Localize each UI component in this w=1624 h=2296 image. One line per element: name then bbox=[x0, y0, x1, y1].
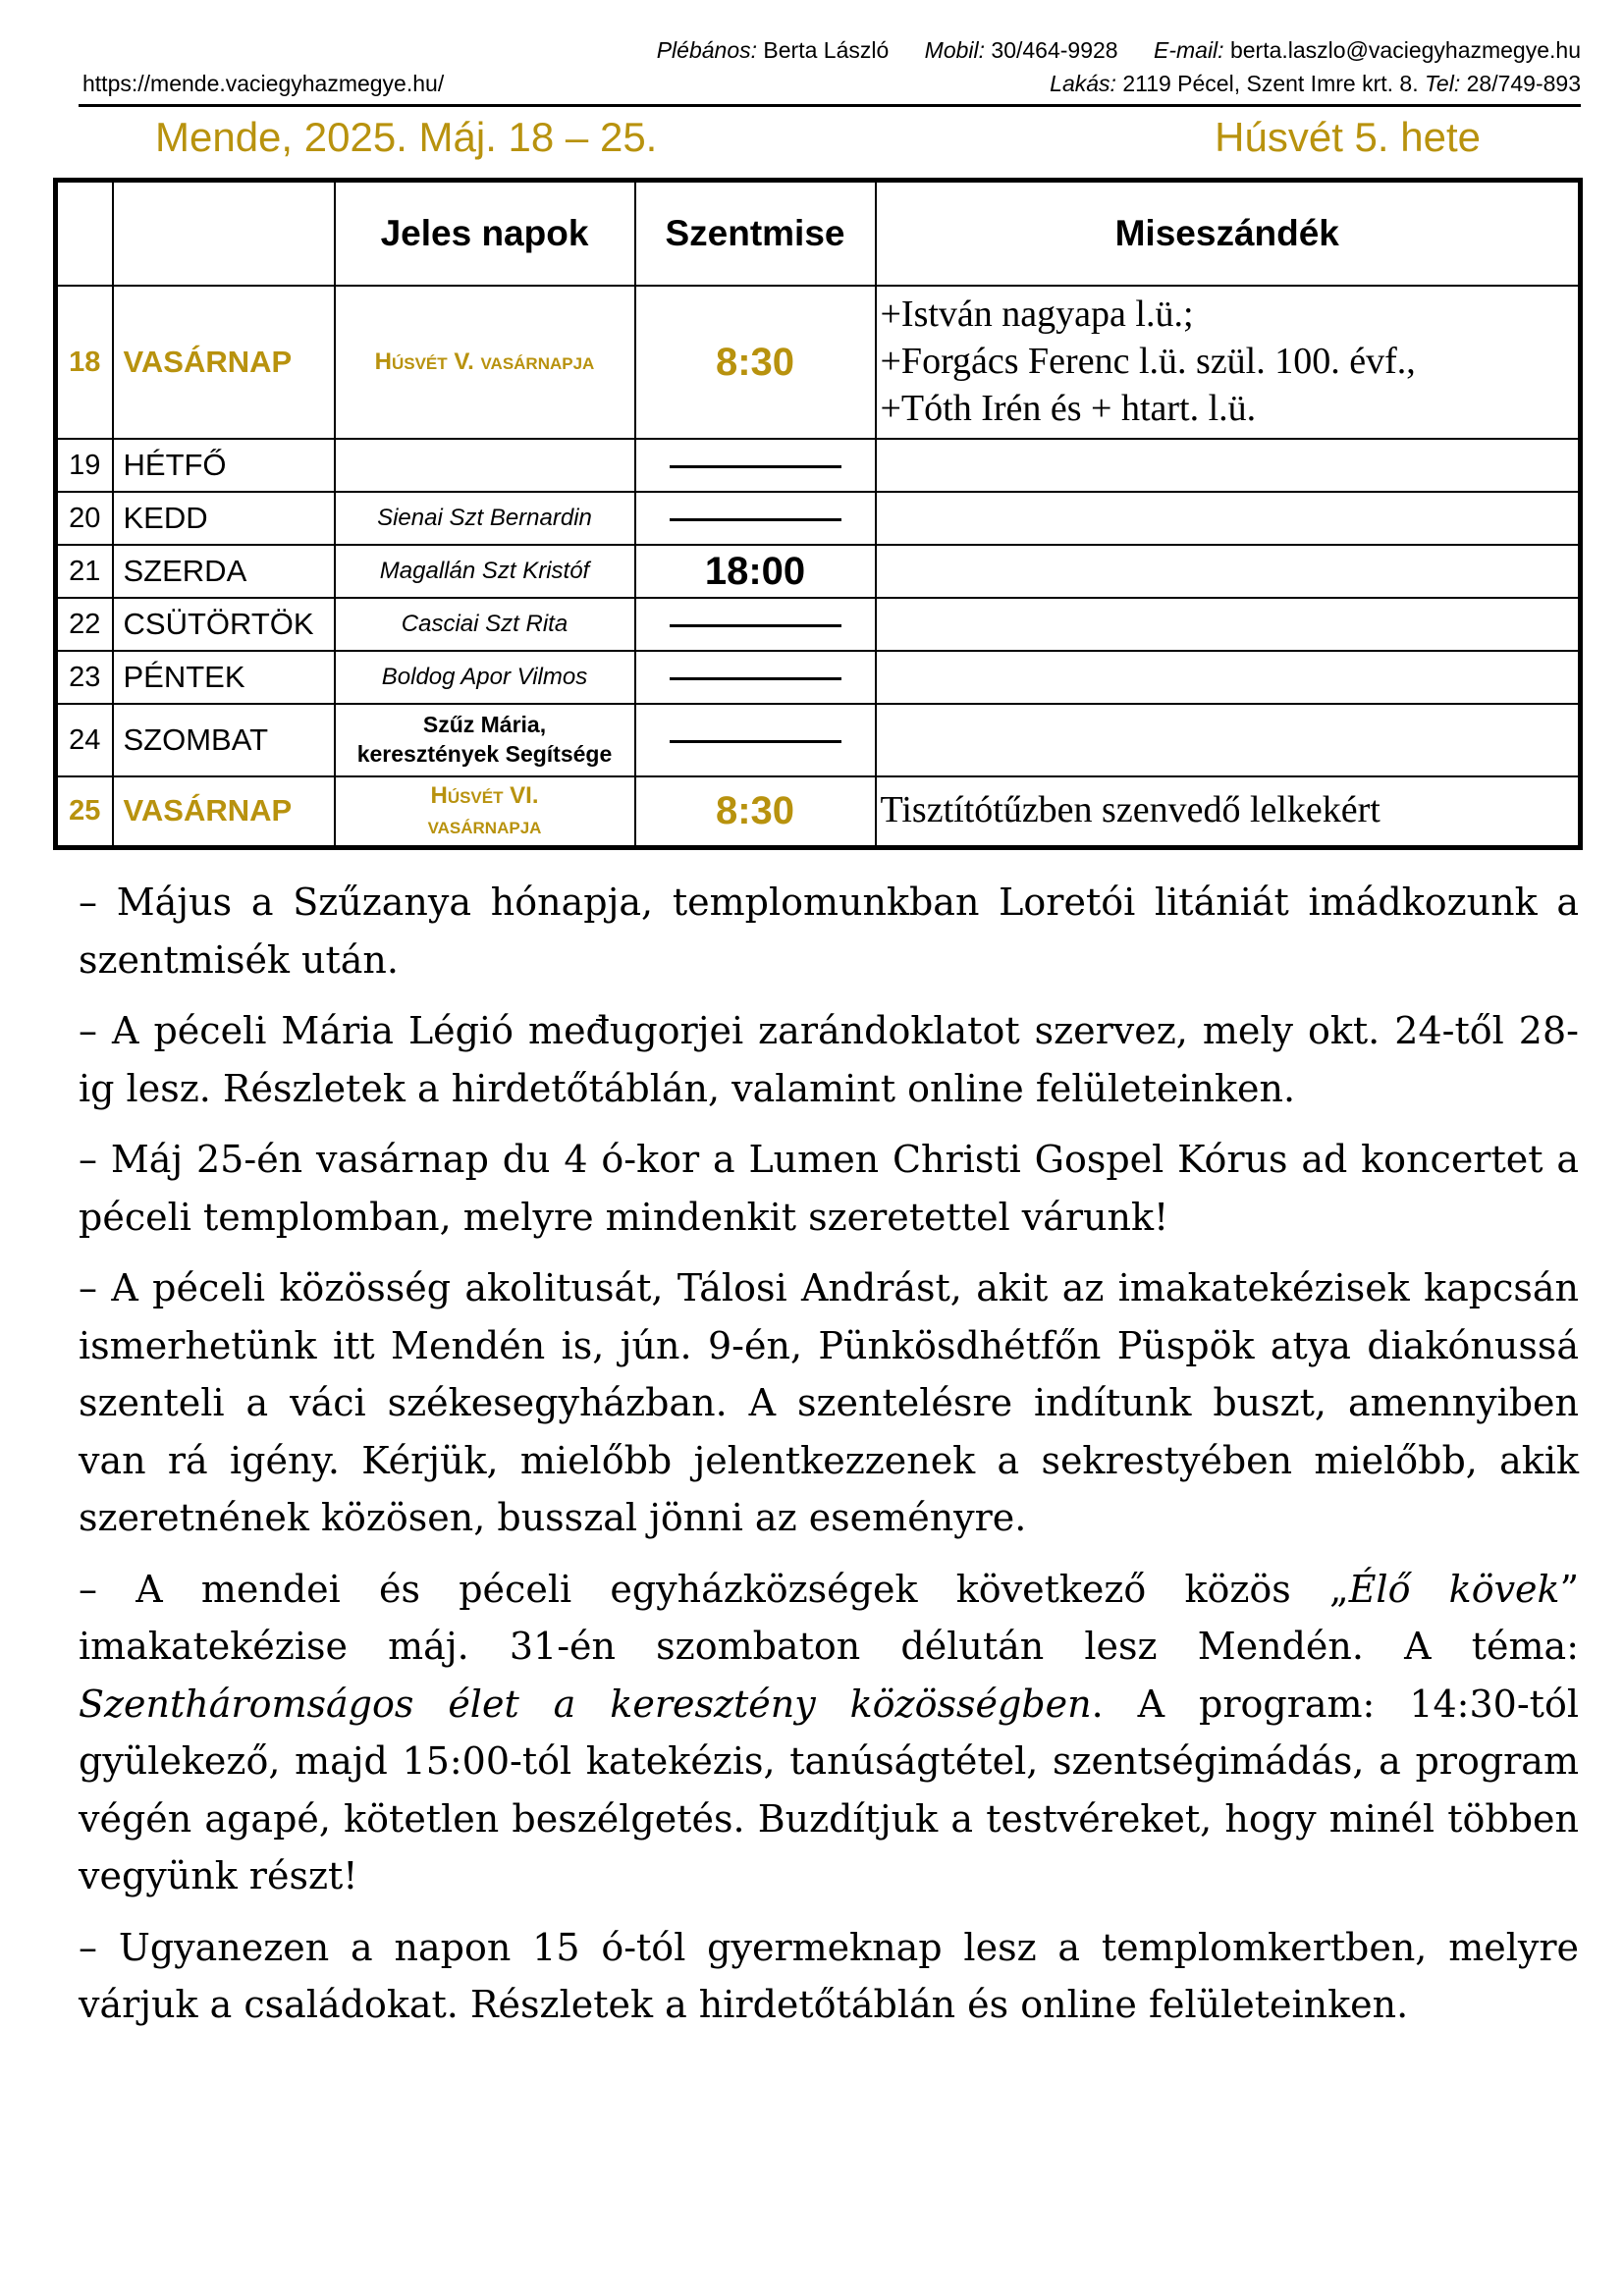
day-number: 20 bbox=[56, 492, 113, 545]
announcement-paragraph: – Máj 25-én vasárnap du 4 ó-kor a Lumen Christi Gospel Kórus ad koncertet a péceli templomban, melyre mindenkit szeretettel várunk! bbox=[79, 1138, 1579, 1239]
feast-line: Szűz Mária, bbox=[422, 712, 547, 738]
header-intention: Miseszándék bbox=[876, 181, 1581, 287]
feast-line: vasárnapja bbox=[427, 813, 542, 840]
dash-line bbox=[670, 740, 841, 743]
mass-intention bbox=[876, 776, 1581, 847]
event-theme: Szentháromságos élet a keresztény közösségben bbox=[79, 1682, 1092, 1726]
liturgical-week: Húsvét 5. hete bbox=[1215, 114, 1481, 160]
day-name: SZOMBAT bbox=[113, 704, 335, 776]
table-row bbox=[56, 598, 1581, 651]
day-number: 21 bbox=[56, 545, 113, 598]
table-row bbox=[56, 286, 1581, 439]
table-row bbox=[56, 704, 1581, 776]
intention-line: Tisztítótűzben szenvedő lelkekért bbox=[880, 789, 1380, 831]
table-row bbox=[56, 492, 1581, 545]
announcement-paragraph: – Május a Szűzanya hónapja, templomunkban Loretói litániát imádkozunk a szentmisék után. bbox=[79, 881, 1579, 982]
mass-intention bbox=[876, 704, 1581, 776]
day-name: VASÁRNAP bbox=[113, 286, 335, 439]
home-address bbox=[1050, 71, 1581, 97]
header-feast: Jeles napok bbox=[335, 181, 635, 287]
day-number: 25 bbox=[56, 776, 113, 847]
table-row bbox=[56, 439, 1581, 492]
website-link[interactable]: https://mende.vaciegyhazmegye.hu/ bbox=[82, 71, 445, 96]
event-title: Élő kövek bbox=[1348, 1567, 1560, 1611]
announcement-text: ” imakatekézise máj. 31-én szombaton délután lesz Mendén. A téma: bbox=[79, 1567, 1579, 1668]
phone-number: 28/749-893 bbox=[1466, 71, 1581, 96]
dash-line bbox=[670, 624, 841, 627]
intention-line: +Tóth Irén és + htart. l.ü. bbox=[880, 387, 1257, 429]
email-link[interactable]: berta.laszlo@vaciegyhazmegye.hu bbox=[1229, 37, 1581, 63]
mass-intention bbox=[876, 545, 1581, 598]
day-number: 23 bbox=[56, 651, 113, 704]
feast-line: Húsvét VI. bbox=[430, 782, 539, 810]
date-range: Mende, 2025. Máj. 18 – 25. bbox=[155, 114, 658, 160]
header-num bbox=[56, 181, 113, 287]
table-row bbox=[56, 776, 1581, 847]
feast-day: Casciai Szt Rita bbox=[335, 598, 635, 651]
day-number: 19 bbox=[56, 439, 113, 492]
feast-day: Magallán Szt Kristóf bbox=[335, 545, 635, 598]
mass-intention bbox=[876, 286, 1581, 439]
day-number: 24 bbox=[56, 704, 113, 776]
no-mass-dash bbox=[635, 651, 876, 704]
announcement-paragraph bbox=[79, 1561, 1579, 1905]
intention-line: +Forgács Ferenc l.ü. szül. 100. évf., bbox=[880, 341, 1416, 383]
feast-line: keresztények Segítsége bbox=[356, 741, 613, 767]
mass-intention bbox=[876, 598, 1581, 651]
announcement-paragraph: – A péceli Mária Légió međugorjei zarándoklatot szervez, mely okt. 24-től 28-ig lesz. Részletek a hirdetőtáblán, valamint online felületeinken. bbox=[79, 1009, 1579, 1110]
dash-line bbox=[670, 677, 841, 680]
feast-day bbox=[335, 439, 635, 492]
phone-label: Tel: bbox=[1424, 71, 1461, 96]
feast-day bbox=[335, 776, 635, 847]
mass-time: 8:30 bbox=[635, 286, 876, 439]
announcement-text: – A mendei és péceli egyházközségek következő közös „ bbox=[79, 1567, 1349, 1611]
no-mass-dash bbox=[635, 439, 876, 492]
announcement-paragraph: – A péceli közösség akolitusát, Tálosi Andrást, akit az imakatekézisek kapcsán ismerhetünk itt Mendén is, jún. 9-én, Pünkösdhétfőn Püspök atya diakónussá szenteli a váci székesegyházban. A szentelésre indítunk buszt, amennyiben van rá igény. Kérjük, mielőbb jelentkezzenek a sekrestyében mielőbb, akik szeretnének közösen, busszal jönni az eseményre. bbox=[79, 1266, 1579, 1539]
feast-day: Húsvét V. vasárnapja bbox=[335, 286, 635, 439]
announcement-paragraph: – Ugyanezen a napon 15 ó-tól gyermeknap lesz a templomkertben, melyre várjuk a családokat. Részletek a hirdetőtáblán és online felületeinken. bbox=[79, 1925, 1579, 2026]
day-name: VASÁRNAP bbox=[113, 776, 335, 847]
table-row bbox=[56, 545, 1581, 598]
pastor-label: Plébános: bbox=[656, 37, 758, 63]
announcement-text: . A program: 14:30-tól gyülekező, majd 15:00-tól katekézis, tanúságtétel, szentségimádás, a program végén agapé, kötetlen beszélgetés. Buzdítjuk a testvéreket, hogy minél többen vegyünk részt! bbox=[79, 1682, 1579, 1897]
feast-day bbox=[335, 704, 635, 776]
contact-line bbox=[0, 37, 1581, 64]
mobile-number: 30/464-9928 bbox=[991, 37, 1118, 63]
address-line bbox=[79, 71, 1581, 107]
table-row bbox=[56, 651, 1581, 704]
header-day bbox=[113, 181, 335, 287]
mass-time: 18:00 bbox=[635, 545, 876, 598]
pastor-name: Berta László bbox=[763, 37, 890, 63]
no-mass-dash bbox=[635, 598, 876, 651]
mobile-label: Mobil: bbox=[924, 37, 986, 63]
mass-intention bbox=[876, 651, 1581, 704]
day-name: CSÜTÖRTÖK bbox=[113, 598, 335, 651]
day-name: KEDD bbox=[113, 492, 335, 545]
mass-schedule-table bbox=[53, 178, 1583, 850]
home-address-text: 2119 Pécel, Szent Imre krt. 8. bbox=[1122, 71, 1419, 96]
feast-day: Sienai Szt Bernardin bbox=[335, 492, 635, 545]
mass-time: 8:30 bbox=[635, 776, 876, 847]
announcements bbox=[79, 874, 1579, 2048]
email-label: E-mail: bbox=[1154, 37, 1224, 63]
intention-line: +István nagyapa l.ü.; bbox=[880, 294, 1194, 336]
header-mass: Szentmise bbox=[635, 181, 876, 287]
day-number: 18 bbox=[56, 286, 113, 439]
no-mass-dash bbox=[635, 704, 876, 776]
table-header-row bbox=[56, 181, 1581, 287]
day-name: PÉNTEK bbox=[113, 651, 335, 704]
day-number: 22 bbox=[56, 598, 113, 651]
mass-intention bbox=[876, 492, 1581, 545]
dash-line bbox=[670, 465, 841, 468]
day-name: SZERDA bbox=[113, 545, 335, 598]
day-name: HÉTFŐ bbox=[113, 439, 335, 492]
no-mass-dash bbox=[635, 492, 876, 545]
home-label: Lakás: bbox=[1050, 71, 1116, 96]
dash-line bbox=[670, 518, 841, 521]
bulletin-title bbox=[155, 114, 1481, 169]
mass-intention bbox=[876, 439, 1581, 492]
feast-day: Boldog Apor Vilmos bbox=[335, 651, 635, 704]
